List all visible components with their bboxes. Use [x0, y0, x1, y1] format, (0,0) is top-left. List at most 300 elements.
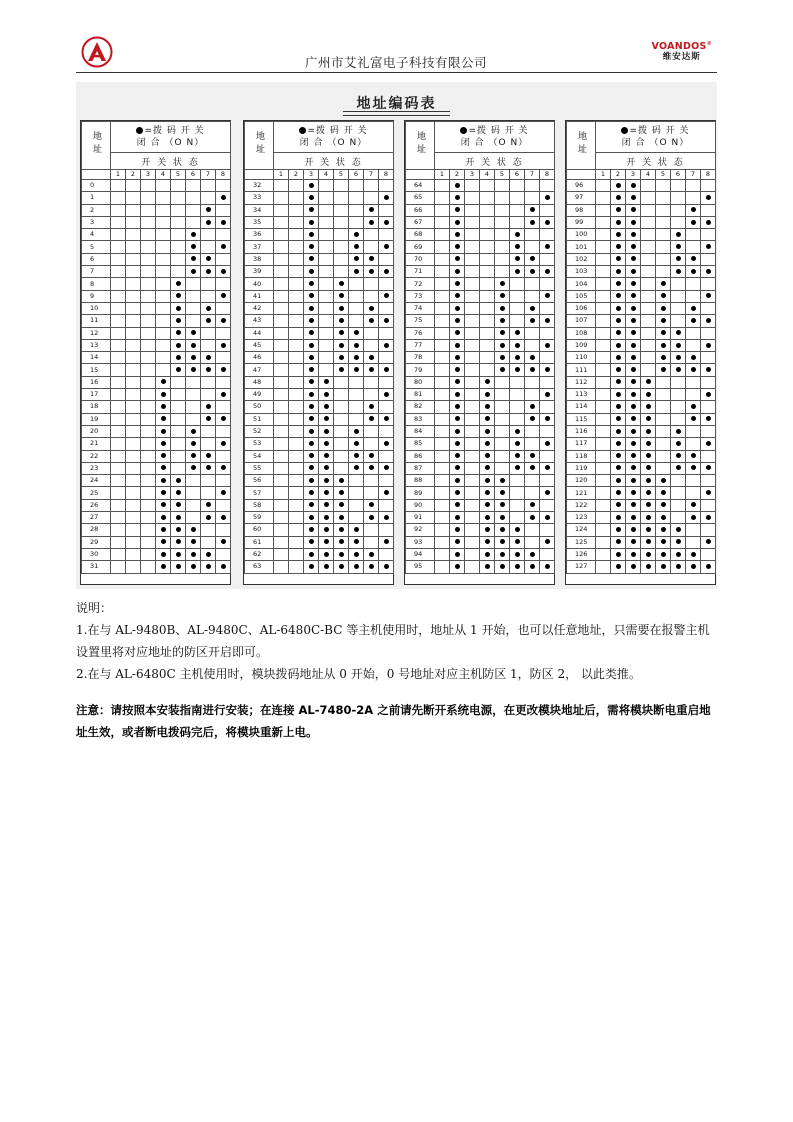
- legend-dot-icon: [460, 127, 467, 134]
- switch-cell: [641, 487, 656, 499]
- switch-cell: [525, 548, 540, 560]
- switch-cell: [171, 499, 186, 511]
- switch-cell: [171, 524, 186, 536]
- address-cell: 121: [567, 487, 596, 499]
- address-cell: 47: [245, 364, 274, 376]
- switch-cell: [495, 425, 510, 437]
- switch-cell: [216, 253, 231, 265]
- table-row: [245, 253, 394, 265]
- switch-cell: [671, 512, 686, 524]
- switch-on-dot-icon: [324, 465, 329, 470]
- switch-cell: [686, 475, 701, 487]
- switch-on-dot-icon: [221, 367, 226, 372]
- switch-cell: [186, 499, 201, 511]
- switch-on-dot-icon: [661, 515, 666, 520]
- switch-on-dot-icon: [616, 355, 621, 360]
- switch-on-dot-icon: [221, 392, 226, 397]
- switch-cell: [656, 425, 671, 437]
- switch-on-dot-icon: [206, 256, 211, 261]
- switch-cell: [510, 266, 525, 278]
- switch-cell: [304, 487, 319, 499]
- switch-on-dot-icon: [339, 281, 344, 286]
- switch-cell: [596, 389, 611, 401]
- switch-cell: [186, 278, 201, 290]
- switch-cell: [465, 413, 480, 425]
- table-row: [406, 192, 555, 204]
- switch-on-dot-icon: [384, 539, 389, 544]
- switch-cell: [289, 364, 304, 376]
- switch-on-dot-icon: [631, 453, 636, 458]
- address-cell: 26: [82, 499, 111, 511]
- switch-cell: [495, 524, 510, 536]
- switch-cell: [364, 364, 379, 376]
- switch-cell: [349, 499, 364, 511]
- switch-on-dot-icon: [616, 183, 621, 188]
- switch-on-dot-icon: [691, 355, 696, 360]
- switch-on-dot-icon: [545, 416, 550, 421]
- switch-cell: [596, 475, 611, 487]
- switch-cell: [641, 192, 656, 204]
- switch-cell: [686, 216, 701, 228]
- switch-cell: [186, 438, 201, 450]
- switch-cell: [495, 401, 510, 413]
- switch-cell: [626, 512, 641, 524]
- switch-on-dot-icon: [206, 220, 211, 225]
- switch-cell: [289, 376, 304, 388]
- switch-cell: [641, 339, 656, 351]
- table-row: [245, 548, 394, 560]
- switch-cell: [611, 278, 626, 290]
- switch-cell: [349, 536, 364, 548]
- table-row: [406, 462, 555, 474]
- switch-cell: [540, 216, 555, 228]
- switch-on-dot-icon: [354, 343, 359, 348]
- switch-number: 4: [480, 170, 495, 180]
- switch-cell: [686, 512, 701, 524]
- switch-on-dot-icon: [221, 318, 226, 323]
- switch-on-dot-icon: [691, 515, 696, 520]
- switch-cell: [686, 339, 701, 351]
- switch-number-blank: [567, 170, 596, 180]
- switch-on-dot-icon: [706, 392, 711, 397]
- address-cell: 109: [567, 339, 596, 351]
- address-cell: 54: [245, 450, 274, 462]
- switch-cell: [156, 499, 171, 511]
- switch-cell: [435, 536, 450, 548]
- switch-cell: [111, 561, 126, 573]
- switch-cell: [465, 524, 480, 536]
- switch-cell: [435, 302, 450, 314]
- switch-cell: [450, 512, 465, 524]
- address-cell: 7: [82, 266, 111, 278]
- switch-number: 6: [671, 170, 686, 180]
- switch-cell: [304, 376, 319, 388]
- company-name: 广州市艾礼富电子科技有限公司: [304, 55, 487, 70]
- switch-on-dot-icon: [324, 564, 329, 569]
- switch-number: 1: [435, 170, 450, 180]
- address-cell: 33: [245, 192, 274, 204]
- switch-cell: [656, 524, 671, 536]
- switch-on-dot-icon: [616, 232, 621, 237]
- switch-cell: [319, 352, 334, 364]
- switch-cell: [686, 302, 701, 314]
- switch-on-dot-icon: [324, 502, 329, 507]
- switch-cell: [216, 327, 231, 339]
- switch-cell: [596, 376, 611, 388]
- switch-on-dot-icon: [455, 183, 460, 188]
- switch-cell: [701, 450, 716, 462]
- switch-cell: [156, 401, 171, 413]
- switch-cell: [701, 425, 716, 437]
- switch-cell: [641, 216, 656, 228]
- table-row: [245, 536, 394, 548]
- switch-cell: [596, 352, 611, 364]
- switch-on-dot-icon: [191, 355, 196, 360]
- switch-on-dot-icon: [369, 416, 374, 421]
- switch-cell: [379, 253, 394, 265]
- address-cell: 18: [82, 401, 111, 413]
- switch-cell: [349, 339, 364, 351]
- switch-number: 5: [171, 170, 186, 180]
- switch-cell: [641, 413, 656, 425]
- switch-cell: [495, 389, 510, 401]
- switch-cell: [274, 425, 289, 437]
- switch-on-dot-icon: [339, 306, 344, 311]
- switch-cell: [656, 352, 671, 364]
- table-row: [406, 450, 555, 462]
- switch-cell: [540, 462, 555, 474]
- table-row: [406, 425, 555, 437]
- switch-cell: [596, 192, 611, 204]
- table-row: [82, 204, 231, 216]
- table-row: [245, 524, 394, 536]
- switch-cell: [349, 376, 364, 388]
- switch-on-dot-icon: [176, 539, 181, 544]
- switch-cell: [510, 278, 525, 290]
- switch-on-dot-icon: [646, 441, 651, 446]
- address-cell: 88: [406, 475, 435, 487]
- table-row: [406, 438, 555, 450]
- switch-cell: [379, 462, 394, 474]
- switch-cell: [656, 499, 671, 511]
- switch-cell: [304, 192, 319, 204]
- switch-on-dot-icon: [369, 269, 374, 274]
- switch-cell: [450, 229, 465, 241]
- switch-cell: [319, 204, 334, 216]
- switch-cell: [304, 548, 319, 560]
- address-cell: 119: [567, 462, 596, 474]
- switch-on-dot-icon: [631, 293, 636, 298]
- switch-on-dot-icon: [646, 515, 651, 520]
- switch-cell: [465, 425, 480, 437]
- switch-on-dot-icon: [455, 416, 460, 421]
- switch-cell: [186, 561, 201, 573]
- switch-on-dot-icon: [646, 502, 651, 507]
- switch-cell: [334, 462, 349, 474]
- switch-cell: [435, 216, 450, 228]
- switch-cell: [540, 413, 555, 425]
- switch-cell: [450, 302, 465, 314]
- switch-on-dot-icon: [691, 306, 696, 311]
- switch-on-dot-icon: [369, 502, 374, 507]
- switch-cell: [480, 229, 495, 241]
- switch-cell: [596, 450, 611, 462]
- switch-cell: [126, 438, 141, 450]
- switch-cell: [596, 524, 611, 536]
- table-row: [567, 401, 716, 413]
- switch-number: 3: [626, 170, 641, 180]
- switch-cell: [480, 266, 495, 278]
- switch-cell: [641, 204, 656, 216]
- switch-on-dot-icon: [221, 441, 226, 446]
- switch-on-dot-icon: [691, 207, 696, 212]
- switch-on-dot-icon: [369, 367, 374, 372]
- switch-cell: [364, 327, 379, 339]
- switch-cell: [216, 462, 231, 474]
- table-row: [567, 352, 716, 364]
- switch-cell: [701, 401, 716, 413]
- table-title: 地址编码表: [356, 96, 437, 112]
- switch-cell: [465, 290, 480, 302]
- switch-on-dot-icon: [369, 256, 374, 261]
- switch-on-dot-icon: [515, 527, 520, 532]
- switch-on-dot-icon: [631, 379, 636, 384]
- switch-cell: [480, 302, 495, 314]
- switch-cell: [289, 302, 304, 314]
- switch-on-dot-icon: [309, 379, 314, 384]
- switch-on-dot-icon: [515, 343, 520, 348]
- switch-on-dot-icon: [485, 392, 490, 397]
- switch-cell: [379, 339, 394, 351]
- table-row: [245, 475, 394, 487]
- switch-on-dot-icon: [206, 318, 211, 323]
- switch-on-dot-icon: [309, 330, 314, 335]
- switch-cell: [686, 438, 701, 450]
- address-table-2: [243, 120, 394, 585]
- switch-cell: [480, 389, 495, 401]
- switch-cell: [450, 536, 465, 548]
- switch-cell: [319, 413, 334, 425]
- table-row: [82, 352, 231, 364]
- switch-cell: [156, 425, 171, 437]
- switch-cell: [611, 302, 626, 314]
- switch-cell: [186, 536, 201, 548]
- switch-on-dot-icon: [676, 256, 681, 261]
- address-cell: 58: [245, 499, 274, 511]
- switch-cell: [626, 499, 641, 511]
- switch-cell: [319, 180, 334, 192]
- switch-cell: [465, 241, 480, 253]
- switch-on-dot-icon: [691, 453, 696, 458]
- switch-cell: [671, 413, 686, 425]
- switch-on-dot-icon: [455, 244, 460, 249]
- switch-cell: [626, 524, 641, 536]
- switch-on-dot-icon: [616, 293, 621, 298]
- address-cell: 74: [406, 302, 435, 314]
- switch-on-dot-icon: [309, 527, 314, 532]
- switch-cell: [626, 536, 641, 548]
- switch-cell: [480, 425, 495, 437]
- switch-on-dot-icon: [221, 195, 226, 200]
- switch-cell: [596, 204, 611, 216]
- switch-on-dot-icon: [309, 404, 314, 409]
- note-1: 1.在与 AL-9480B、AL-9480C、AL-6480C-BC 等主机使用时，地址从 1 开始，也可以任意地址，只需要在报警主机设置里将对应地址的防区开启即可。: [76, 623, 710, 659]
- table-row: [245, 302, 394, 314]
- switch-cell: [671, 450, 686, 462]
- switch-cell: [656, 548, 671, 560]
- switch-cell: [671, 327, 686, 339]
- switch-cell: [216, 536, 231, 548]
- switch-cell: [480, 180, 495, 192]
- switch-on-dot-icon: [515, 441, 520, 446]
- table-row: [245, 561, 394, 573]
- switch-cell: [626, 339, 641, 351]
- switch-cell: [111, 364, 126, 376]
- switch-cell: [274, 290, 289, 302]
- switch-cell: [379, 561, 394, 573]
- switch-cell: [510, 315, 525, 327]
- table-row: [567, 561, 716, 573]
- switch-on-dot-icon: [369, 404, 374, 409]
- switch-cell: [289, 512, 304, 524]
- switch-cell: [626, 241, 641, 253]
- switch-cell: [156, 376, 171, 388]
- switch-cell: [641, 425, 656, 437]
- table-row: [406, 352, 555, 364]
- legend-dot-icon: [621, 127, 628, 134]
- switch-cell: [111, 352, 126, 364]
- address-cell: 5: [82, 241, 111, 253]
- switch-cell: [319, 315, 334, 327]
- switch-cell: [379, 229, 394, 241]
- switch-cell: [304, 499, 319, 511]
- address-cell: 122: [567, 499, 596, 511]
- switch-cell: [435, 413, 450, 425]
- switch-on-dot-icon: [384, 269, 389, 274]
- address-table-4: [565, 120, 716, 585]
- switch-cell: [289, 216, 304, 228]
- switch-on-dot-icon: [324, 552, 329, 557]
- switch-on-dot-icon: [384, 195, 389, 200]
- switch-on-dot-icon: [631, 515, 636, 520]
- switch-cell: [319, 438, 334, 450]
- switch-cell: [435, 389, 450, 401]
- address-cell: 117: [567, 438, 596, 450]
- switch-cell: [186, 487, 201, 499]
- switch-on-dot-icon: [676, 539, 681, 544]
- address-cell: 56: [245, 475, 274, 487]
- switch-cell: [186, 475, 201, 487]
- address-cell: 9: [82, 290, 111, 302]
- switch-cell: [671, 487, 686, 499]
- switch-cell: [626, 561, 641, 573]
- switch-cell: [364, 512, 379, 524]
- switch-cell: [525, 352, 540, 364]
- switch-on-dot-icon: [354, 453, 359, 458]
- switch-on-dot-icon: [455, 207, 460, 212]
- table-row: [406, 536, 555, 548]
- switch-cell: [364, 253, 379, 265]
- address-cell: 48: [245, 376, 274, 388]
- switch-on-dot-icon: [545, 220, 550, 225]
- address-cell: 96: [567, 180, 596, 192]
- switch-cell: [525, 253, 540, 265]
- switch-cell: [334, 229, 349, 241]
- address-cell: 118: [567, 450, 596, 462]
- switch-cell: [201, 253, 216, 265]
- switch-cell: [111, 425, 126, 437]
- switch-on-dot-icon: [176, 367, 181, 372]
- switch-cell: [480, 204, 495, 216]
- switch-cell: [289, 413, 304, 425]
- switch-cell: [495, 499, 510, 511]
- switch-on-dot-icon: [616, 343, 621, 348]
- switch-cell: [171, 352, 186, 364]
- switch-cell: [186, 413, 201, 425]
- switch-cell: [111, 413, 126, 425]
- switch-on-dot-icon: [206, 502, 211, 507]
- switch-on-dot-icon: [545, 441, 550, 446]
- switch-cell: [156, 192, 171, 204]
- switch-cell: [701, 364, 716, 376]
- address-cell: 51: [245, 413, 274, 425]
- title-underline: [343, 111, 450, 116]
- switch-on-dot-icon: [616, 220, 621, 225]
- table-row: [406, 290, 555, 302]
- address-cell: 95: [406, 561, 435, 573]
- switch-cell: [141, 389, 156, 401]
- switch-cell: [596, 290, 611, 302]
- switch-cell: [216, 376, 231, 388]
- switch-cell: [304, 389, 319, 401]
- switch-on-dot-icon: [545, 564, 550, 569]
- switch-cell: [171, 364, 186, 376]
- switch-cell: [626, 278, 641, 290]
- switch-cell: [596, 413, 611, 425]
- switch-on-dot-icon: [676, 269, 681, 274]
- switch-cell: [171, 413, 186, 425]
- brand-name-en: VOANDOS®: [651, 41, 712, 53]
- switch-cell: [379, 266, 394, 278]
- switch-cell: [171, 192, 186, 204]
- switch-cell: [450, 425, 465, 437]
- switch-cell: [495, 462, 510, 474]
- switch-cell: [201, 376, 216, 388]
- switch-cell: [171, 548, 186, 560]
- switch-cell: [656, 253, 671, 265]
- switch-cell: [186, 241, 201, 253]
- switch-cell: [334, 327, 349, 339]
- switch-cell: [656, 327, 671, 339]
- switch-on-dot-icon: [631, 367, 636, 372]
- switch-cell: [701, 315, 716, 327]
- switch-cell: [701, 438, 716, 450]
- table-row: [82, 389, 231, 401]
- switch-cell: [304, 524, 319, 536]
- switch-on-dot-icon: [161, 379, 166, 384]
- switch-on-dot-icon: [515, 330, 520, 335]
- switch-cell: [626, 364, 641, 376]
- switch-on-dot-icon: [176, 552, 181, 557]
- switch-cell: [171, 302, 186, 314]
- switch-on-dot-icon: [706, 539, 711, 544]
- switch-on-dot-icon: [221, 416, 226, 421]
- address-cell: 70: [406, 253, 435, 265]
- switch-cell: [510, 462, 525, 474]
- switch-cell: [304, 413, 319, 425]
- address-cell: 102: [567, 253, 596, 265]
- switch-cell: [686, 180, 701, 192]
